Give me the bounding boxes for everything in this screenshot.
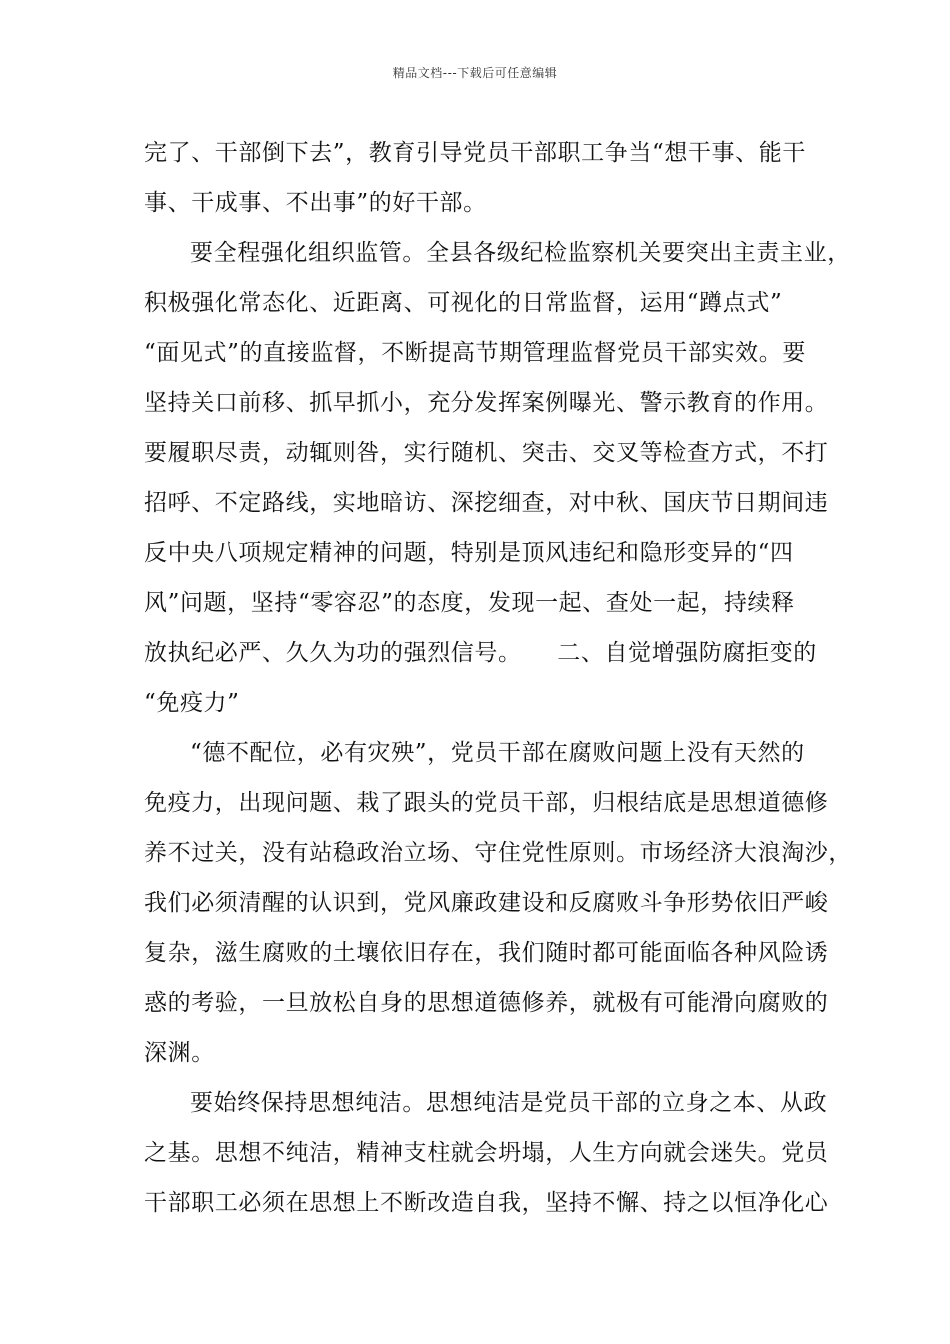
text-line: 完了、干部倒下去”，教育引导党员干部职工争当“想干事、能干 [144, 140, 806, 166]
page-header: 精品文档---下载后可任意编辑 [392, 66, 558, 80]
text-line: 放执纪必严、久久为功的强烈信号。 二、自觉增强防腐拒变的 [144, 640, 817, 666]
text-line: 风”问题，坚持“零容忍”的态度，发现一起、查处一起，持续释 [144, 590, 795, 616]
paragraph-first-line: 要始终保持思想纯洁。思想纯洁是党员干部的立身之本、从政 [190, 1090, 828, 1116]
text-line: 要履职尽责，动辄则咎，实行随机、突击、交叉等检查方式，不打 [144, 440, 829, 466]
text-line: 积极强化常态化、近距离、可视化的日常监督，运用“蹲点式” [144, 290, 783, 316]
paragraph-first-line: “德不配位，必有灾殃”，党员干部在腐败问题上没有天然的 [190, 740, 805, 766]
text-line: 惑的考验，一旦放松自身的思想道德修养，就极有可能滑向腐败的 [144, 990, 829, 1016]
text-line: 之基。思想不纯洁，精神支柱就会坍塌，人生方向就会迷失。党员 [144, 1140, 829, 1166]
text-line: 招呼、不定路线，实地暗访、深挖细查，对中秋、国庆节日期间违 [144, 490, 829, 516]
section-heading-line: “免疫力” [144, 690, 240, 716]
text-line: 事、干成事、不出事”的好干部。 [144, 190, 487, 216]
text-line: 坚持关口前移、抓早抓小，充分发挥案例曝光、警示教育的作用。 [144, 390, 829, 416]
text-line: 干部职工必须在思想上不断改造自我，坚持不懈、持之以恒净化心 [144, 1190, 829, 1216]
paragraph-first-line: 要全程强化组织监管。全县各级纪检监察机关要突出主责主业， [190, 240, 851, 266]
text-line: 养不过关，没有站稳政治立场、守住党性原则。市场经济大浪淘沙， [144, 840, 852, 866]
text-line: 我们必须清醒的认识到，党风廉政建设和反腐败斗争形势依旧严峻 [144, 890, 829, 916]
text-line: “面见式”的直接监督，不断提高节期管理监督党员干部实效。要 [144, 340, 806, 366]
text-line: 复杂，滋生腐败的土壤依旧存在，我们随时都可能面临各种风险诱 [144, 940, 829, 966]
text-line: 反中央八项规定精神的问题，特别是顶风违纪和隐形变异的“四 [144, 540, 794, 566]
text-line: 深渊。 [144, 1040, 215, 1066]
text-line: 免疫力，出现问题、栽了跟头的党员干部，归根结底是思想道德修 [144, 790, 829, 816]
